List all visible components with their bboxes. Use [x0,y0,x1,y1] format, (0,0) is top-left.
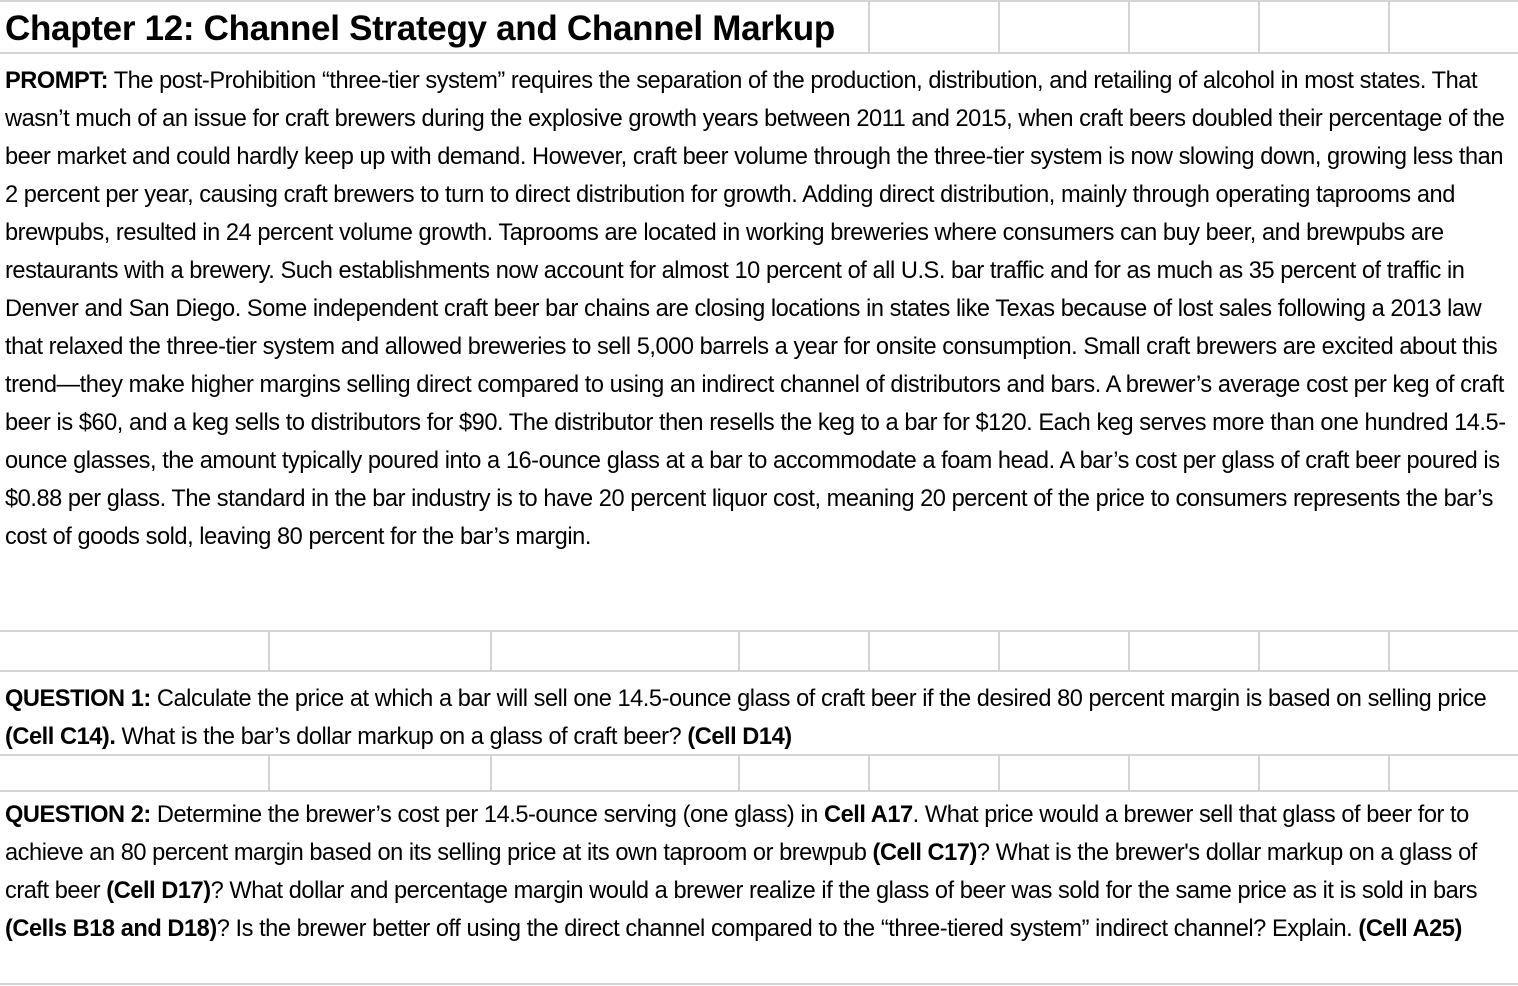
cell-reference: (Cell C17) [872,840,977,866]
gridline [1258,754,1260,790]
question-1-text: What is the bar’s dollar markup on a glass of craft beer? [115,724,688,750]
gridline [998,754,1000,790]
gridline [490,754,492,790]
question-2-text: ? What dollar and percentage margin would a brewer realize if the glass of beer was sold for the same price as it is sold in bars [210,878,1478,904]
cell-reference: (Cell D17) [106,878,211,904]
gridline [0,52,1518,54]
gridline [1388,630,1390,670]
gridline [1128,754,1130,790]
cell-reference: (Cells B18 and D18) [5,916,217,942]
question-1-label: QUESTION 1: [5,686,151,712]
question-2-text: ? Is the brewer better off using the direct channel compared to the “three-tiered system” indirect channel? Explain. [216,916,1359,942]
question-1-cell[interactable] [5,680,1510,756]
gridline [0,630,1518,632]
gridline [738,754,740,790]
gridline [0,0,1518,2]
gridline [738,630,740,670]
gridline [998,630,1000,670]
prompt-cell[interactable] [5,62,1510,556]
cell-reference: (Cell C14). [5,724,116,750]
cell-reference: (Cell A25) [1358,916,1462,942]
gridline [0,790,1518,792]
question-2-cell[interactable] [5,796,1510,948]
gridline [0,670,1518,672]
cell-reference: (Cell D14) [687,724,792,750]
gridline [868,630,870,670]
chapter-title[interactable]: Chapter 12: Channel Strategy and Channel Markup [5,9,835,48]
question-2-text: Determine the brewer’s cost per 14.5-ounce serving (one glass) in [150,802,825,828]
gridline [868,754,870,790]
question-2-label: QUESTION 2: [5,802,151,828]
gridline [268,754,270,790]
gridline [1258,630,1260,670]
question-2-text: . What price would a brewer sell that glass of beer for to achieve an 80 percent margin based on its selling price at its own taproom or brewpub [5,802,1469,866]
gridline [1128,630,1130,670]
gridline [1388,754,1390,790]
question-2-text: ? What is the brewer's dollar markup on a glass of craft beer [5,840,1477,904]
gridline [0,983,1518,985]
question-1-text: Calculate the price at which a bar will sell one 14.5-ounce glass of craft beer if the desired 80 percent margin is based on selling price [150,686,1487,712]
cell-reference: Cell A17 [824,802,913,828]
prompt-text: The post-Prohibition “three-tier system” requires the separation of the production, distribution, and retailing of alcohol in most states. That wasn’t much of an issue for craft brewers during the explosive growth years between 2011 and 2015, when craft beers doubled their percentage of the beer market and could hardly keep up with demand. However, craft beer volume through the three-tier system is now slowing down, growing less than 2 percent per year, causing craft brewers to turn to direct distribution for growth. Adding direct distribution, mainly through operating taprooms and brewpubs, resulted in 24 percent volume growth. Taprooms are located in working breweries where consumers can buy beer, and brewpubs are restaurants with a brewery. Such establishments now account for almost 10 percent of all U.S. bar traffic and for as much as 35 percent of traffic in Denver and San Diego. Some independent craft beer bar chains are closing locations in states like Texas because of lost sales following a 2013 law that relaxed the three-tier system and allowed breweries to sell 5,000 barrels a year for onsite consumption. Small craft brewers are excited about this trend—they make higher margins selling direct compared to using an indirect channel of distributors and bars. A brewer’s average cost per keg of craft beer is $60, and a keg sells to distributors for $90. The distributor then resells the keg to a bar for $120. Each keg serves more than one hundred 14.5-ounce glasses, the amount typically poured into a 16-ounce glass at a bar to accommodate a foam head. A bar’s cost per glass of craft beer poured is $0.88 per glass. The standard in the bar industry is to have 20 percent liquor cost, meaning 20 percent of the price to consumers represents the bar’s cost of goods sold, leaving 80 percent for the bar’s margin. [5,68,1506,550]
gridline [268,630,270,670]
prompt-label: PROMPT: [5,68,109,94]
gridline [490,630,492,670]
